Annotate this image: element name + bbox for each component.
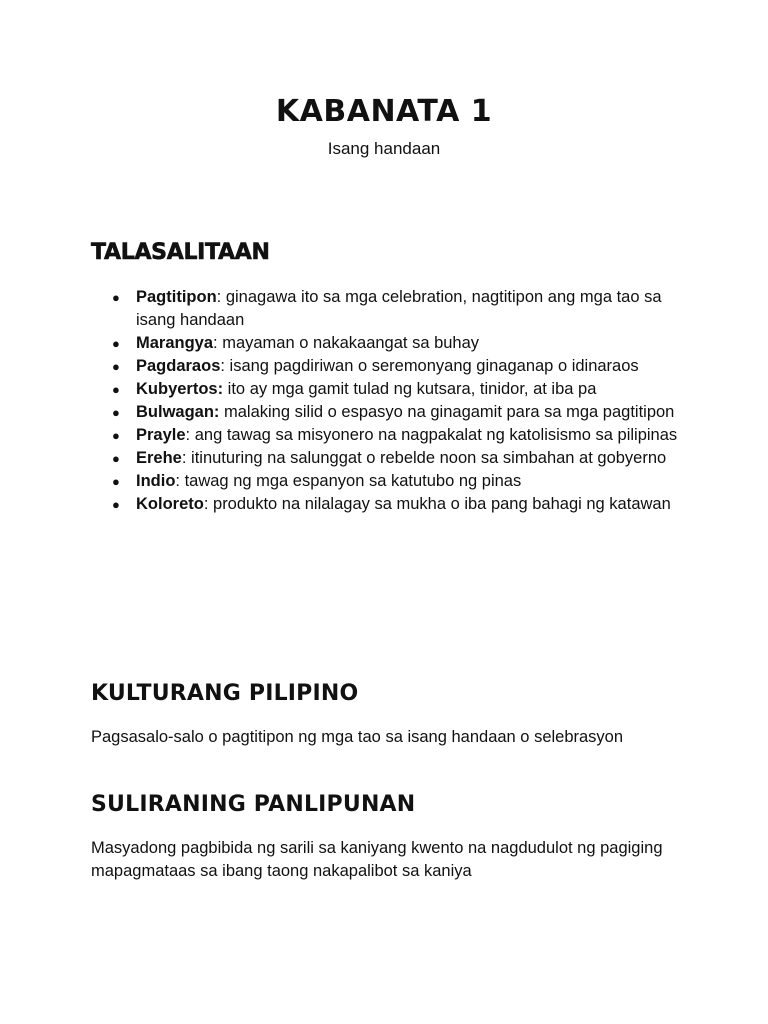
glossary-item [91,355,691,378]
social-issue-text: Masyadong pagbibida ng sarili sa kaniyang kwento na nagdudulot ng pagiging mapagmataas sa ibang taong nakapalibot sa kaniya [91,839,663,880]
bullet-icon: ● [112,336,120,351]
glossary-term: Erehe [136,449,182,467]
bullet-icon: ● [112,474,120,489]
bullet-icon: ● [112,382,120,397]
bullet-icon: ● [112,359,120,374]
glossary-term: Pagtitipon [136,288,217,306]
social-issue-heading: SULIRANING PANLIPUNAN [91,792,416,817]
glossary-item [91,286,691,332]
glossary-item [91,424,691,447]
glossary-item [91,493,691,516]
culture-heading: KULTURANG PILIPINO [91,681,359,706]
glossary-definition: : mayaman o nakakaangat sa buhay [213,334,480,352]
glossary-heading: TALASALITAAN [91,240,270,265]
glossary-definition: : itinuturing na salunggat o rebelde noon sa simbahan at gobyerno [181,449,667,467]
glossary-item [91,447,691,470]
bullet-icon: ● [112,405,120,420]
glossary-term: Marangya [136,334,214,352]
glossary-list [91,286,691,516]
glossary-definition: : ang tawag sa misyonero na nagpakalat ng katolisismo sa pilipinas [185,426,678,444]
glossary-item [91,470,691,493]
glossary-definition: : isang pagdiriwan o seremonyang ginaganap o idinaraos [220,357,639,375]
glossary-item [91,378,691,401]
glossary-item [91,332,691,355]
glossary-definition: : tawag ng mga espanyon sa katutubo ng pinas [175,472,522,490]
glossary-term: Indio [136,472,176,490]
glossary-item [91,401,691,424]
glossary-definition: : ginagawa ito sa mga celebration, nagtitipon ang mga tao sa isang handaan [136,288,662,329]
page-subtitle: Isang handaan [327,139,441,158]
culture-text: Pagsasalo-salo o pagtitipon ng mga tao sa isang handaan o selebrasyon [91,728,624,746]
glossary-definition: malaking silid o espasyo na ginagamit para sa mga pagtitipon [219,403,675,421]
glossary-definition: ito ay mga gamit tulad ng kutsara, tinidor, at iba pa [223,380,597,398]
bullet-icon: ● [112,451,120,466]
glossary-term: Kubyertos: [136,380,224,398]
glossary-term: Prayle [136,426,186,444]
glossary-definition: : produkto na nilalagay sa mukha o iba pang bahagi ng katawan [203,495,671,513]
bullet-icon: ● [112,428,120,443]
bullet-icon: ● [112,497,120,512]
glossary-term: Koloreto [136,495,204,513]
glossary-term: Pagdaraos [136,357,221,375]
bullet-icon: ● [112,290,120,305]
glossary-term: Bulwagan: [136,403,220,421]
page-title: KABANATA 1 [275,94,493,129]
